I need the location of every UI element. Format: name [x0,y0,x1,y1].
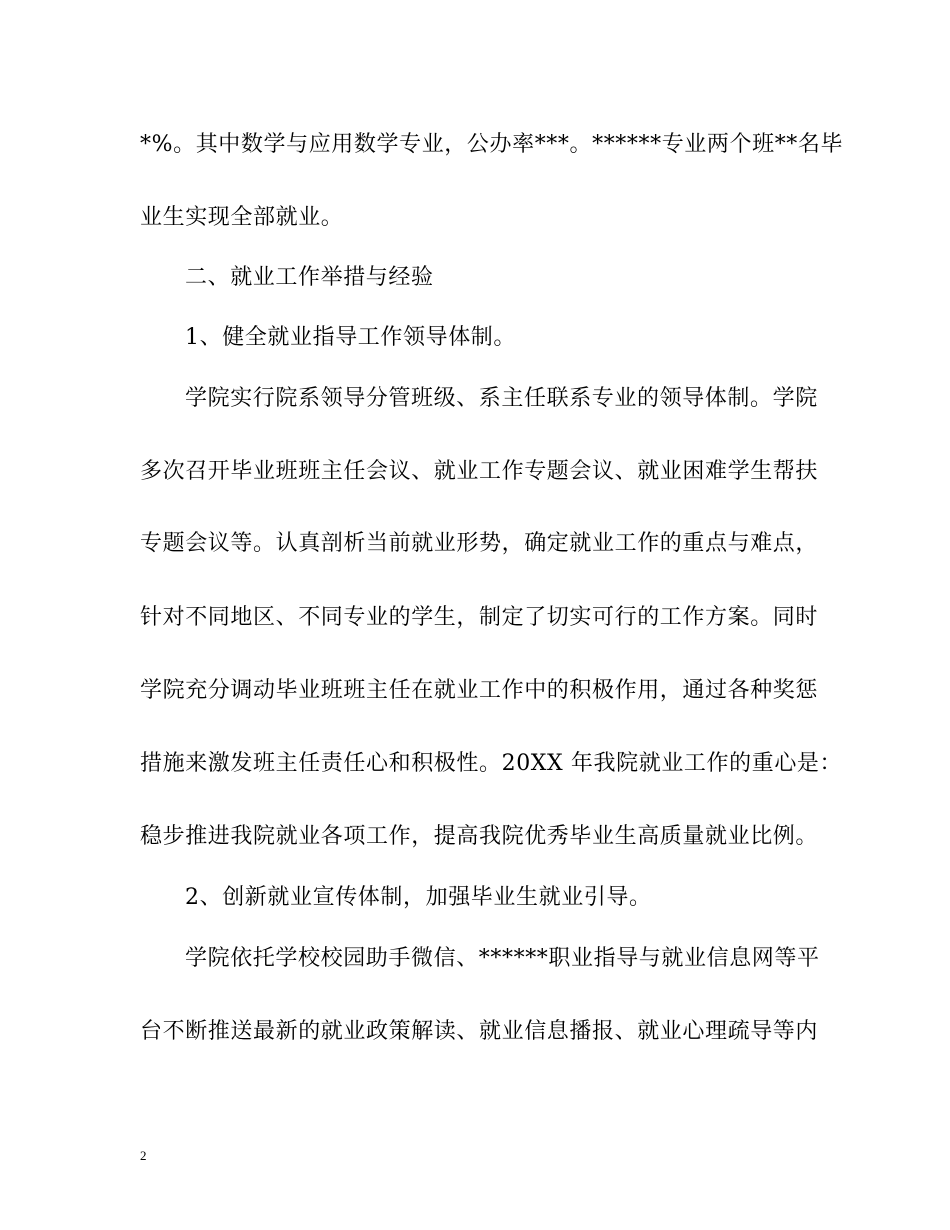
text-line-7: 专题会议等。认真剖析当前就业形势，确定就业工作的重点与难点， [140,531,819,556]
text-line-6: 多次召开毕业班班主任会议、就业工作专题会议、就业困难学生帮扶 [140,459,819,484]
text-line-2: 业生实现全部就业。 [140,205,344,230]
text-line-11: 稳步推进我院就业各项工作，提高我院优秀毕业生高质量就业比例。 [140,824,819,849]
text-line-8: 针对不同地区、不同专业的学生，制定了切实可行的工作方案。同时 [140,605,819,630]
text-line-5: 学院实行院系领导分管班级、系主任联系专业的领导体制。学院 [185,386,818,411]
text-line-13: 学院依托学校校园助手微信、******职业指导与就业信息网等平 [185,946,820,971]
section-heading: 二、就业工作举措与经验 [185,265,434,290]
text-line-10: 措施来激发班主任责任心和积极性。20XX 年我院就业工作的重心是： [140,751,843,776]
text-line-14: 台不断推送最新的就业政策解读、就业信息播报、就业心理疏导等内 [140,1019,819,1044]
page-number: 2 [140,1148,147,1163]
subheading-1: 1、健全就业指导工作领导体制。 [185,325,516,350]
text-line-1: *%。其中数学与应用数学专业，公办率***。******专业两个班**名毕 [140,132,844,157]
text-line-9: 学院充分调动毕业班班主任在就业工作中的积极作用，通过各种奖惩 [140,678,819,703]
subheading-2: 2、创新就业宣传体制，加强毕业生就业引导。 [185,885,652,910]
